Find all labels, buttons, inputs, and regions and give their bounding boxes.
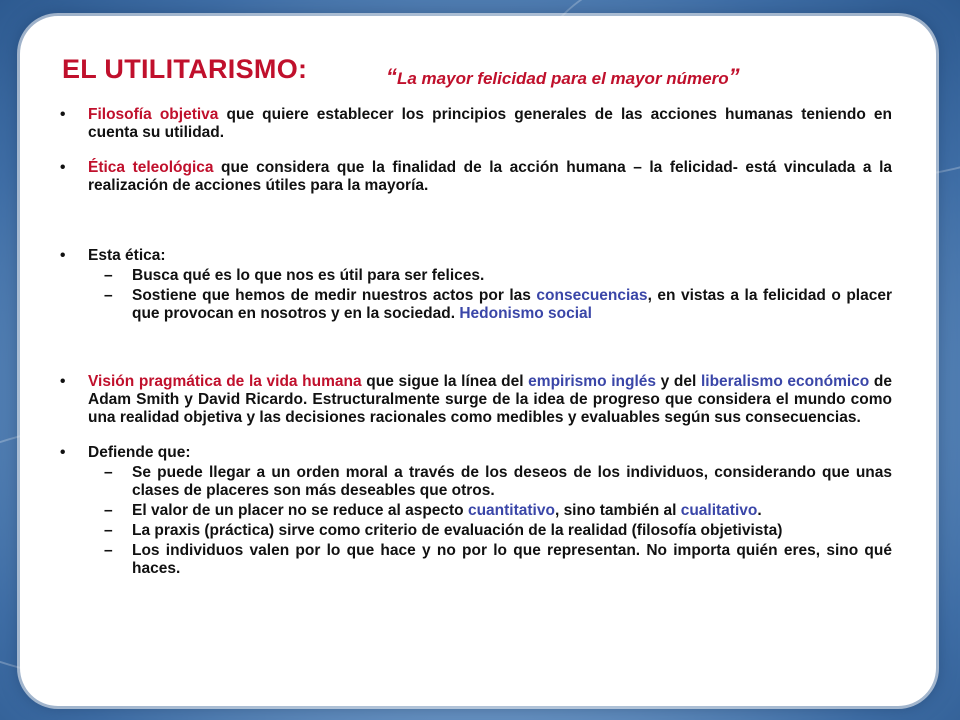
bullet-text: y del [656, 373, 701, 390]
slide-subtitle [386, 64, 740, 90]
bullet-marker: • [60, 159, 66, 176]
sub-bullet-text: , en vistas a la felicidad o placer que provocan en nosotros y en la sociedad. [132, 287, 892, 322]
bullet-filosofia-objetiva [56, 106, 892, 142]
sub-bullet-valor-placer [56, 502, 892, 520]
sub-bullet-praxis [56, 522, 892, 540]
highlight-hedonismo-social: Hedonismo social [459, 305, 592, 322]
bullet-marker: • [60, 444, 66, 461]
bullet-marker: • [60, 247, 66, 264]
sub-bullet-text: Los individuos valen por lo que hace y no por lo que representan. No importa quién eres, sino qué haces. [132, 542, 892, 577]
dash-marker: – [104, 287, 113, 304]
dash-marker: – [104, 522, 113, 539]
close-quote: ” [728, 64, 740, 89]
slide-panel [20, 16, 936, 706]
bullet-text: que considera que la finalidad de la acción humana – la felicidad- está vinculada a la realización de acciones útiles para la mayoría. [88, 159, 892, 194]
open-quote: “ [386, 64, 397, 89]
sub-bullet-text: Busca qué es lo que nos es útil para ser felices. [132, 267, 485, 284]
highlight-cuantitativo: cuantitativo [467, 502, 555, 519]
sub-bullet-text: La praxis (práctica) sirve como criterio de evaluación de la realidad (filosofía objetivista) [132, 522, 783, 539]
sub-bullet-sostiene [56, 287, 892, 323]
bullet-text: Esta ética: [88, 247, 166, 264]
bullet-defiende-que [56, 444, 892, 462]
highlight-etica-teleologica: Ética teleológica [88, 159, 214, 176]
highlight-liberalismo-economico: liberalismo económico [700, 373, 870, 390]
highlight-consecuencias: consecuencias [536, 287, 648, 304]
sub-bullet-text: Se puede llegar a un orden moral a través de los deseos de los individuos, considerando que unas clases de placeres son más deseables que otros. [132, 464, 892, 499]
bullet-esta-etica [56, 247, 892, 265]
bullet-text: que quiere establecer los principios generales de las acciones humanas teniendo en cuenta su utilidad. [88, 106, 892, 141]
sub-bullet-text: , sino también al [554, 502, 681, 519]
bullet-marker: • [60, 373, 66, 390]
highlight-filosofia-objetiva: Filosofía objetiva [88, 106, 219, 123]
sub-bullet-individuos [56, 542, 892, 578]
bullet-marker: • [60, 106, 66, 123]
bullet-etica-teleologica [56, 159, 892, 195]
sub-bullet-orden-moral [56, 464, 892, 500]
subtitle-text: La mayor felicidad para el mayor número [397, 69, 729, 88]
highlight-vision-pragmatica: Visión pragmática de la vida humana [88, 373, 362, 390]
sub-bullet-text: El valor de un placer no se reduce al aspecto [132, 502, 468, 519]
sub-bullet-text: Sostiene que hemos de medir nuestros actos por las [132, 287, 537, 304]
bullet-text: que sigue la línea del [361, 373, 529, 390]
sub-bullet-busca [56, 267, 892, 285]
sub-bullet-text: . [757, 502, 762, 519]
dash-marker: – [104, 542, 113, 559]
dash-marker: – [104, 267, 113, 284]
highlight-empirismo-ingles: empirismo inglés [528, 373, 656, 390]
slide-title: EL UTILITARISMO: [62, 54, 308, 84]
bullet-vision-pragmatica [56, 373, 892, 427]
dash-marker: – [104, 464, 113, 481]
bullet-text: Defiende que: [88, 444, 191, 461]
bullet-text: de Adam Smith y David Ricardo. Estructuralmente surge de la idea de progreso que considera el mundo como una realidad objetiva y las decisiones racionales como medibles y evaluables según sus consecuencias. [88, 373, 892, 426]
dash-marker: – [104, 502, 113, 519]
bullet-list [56, 106, 892, 578]
highlight-cualitativo: cualitativo [680, 502, 758, 519]
